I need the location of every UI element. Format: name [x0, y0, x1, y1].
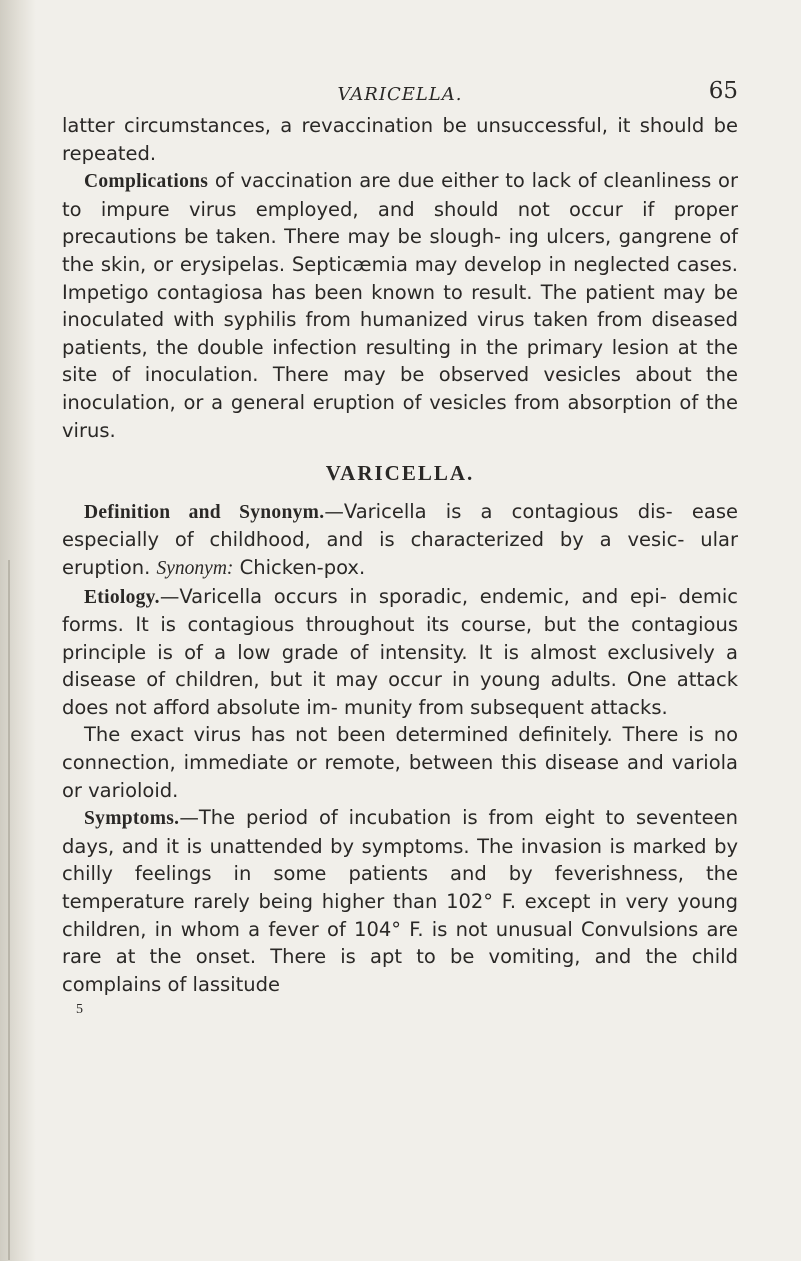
complications-heading: Complications — [84, 171, 209, 193]
body-text — [62, 112, 738, 998]
signature-mark: 5 — [76, 1002, 83, 1018]
complications-text: of vaccination are due either to lack of cleanliness or to impure virus employed, and should not occur if proper precautions be taken. There may be slough- ing ulcers, gangrene of the skin, or erysipelas. Septicæmia may develop in neglected cases. Impetigo contagiosa has been known to result. The patient may be inoculated with syphilis from humanized virus taken from diseased patients, the double infection resulting in the primary lesion at the site of inoculation. There may be observed vesicles about the inoculation, or a general eruption of vesicles from absorption of the virus. — [62, 169, 738, 442]
symptoms-text: —The period of incubation is from eight to seventeen days, and it is unattended by symptoms. The invasion is marked by chilly feelings in some patients and by feverishness, the temperature rarely being higher than 102° F. except in very young children, in whom a fever of 104° F. is not unusual Convulsions are rare at the onset. There is apt to be vomiting, and the child complains of lassitude — [62, 806, 738, 996]
section-title: VARICELLA. — [325, 461, 475, 486]
synonym-label: Synonym: — [156, 557, 234, 579]
continuation-paragraph: latter circumstances, a revaccination be unsuccessful, it should be repeated. — [62, 114, 738, 165]
complications-paragraph — [62, 167, 738, 444]
etiology-paragraph — [62, 583, 738, 722]
definition-heading: Definition and Synonym. — [84, 501, 325, 523]
definition-paragraph — [62, 498, 738, 583]
book-page — [62, 72, 738, 1018]
symptoms-heading: Symptoms. — [84, 808, 180, 830]
etiology-heading: Etiology. — [84, 586, 160, 608]
binding-edge — [8, 560, 10, 1260]
definition-text: —Varicella is a contagious dis- ease especially of childhood, and is characterized by a vesic- ular eruption. — [62, 499, 738, 579]
page-number: 65 — [708, 78, 738, 104]
page-gutter-shadow — [0, 0, 36, 1261]
running-head: VARICELLA. — [337, 84, 463, 105]
etiology-text: —Varicella occurs in sporadic, endemic, and epi- demic forms. It is contagious throughout its course, but the contagious principle is of a low grade of intensity. It is almost exclusively a disease of children, but it may occur in young adults. One attack does not afford absolute im- munity from subsequent attacks. — [62, 584, 738, 719]
symptoms-paragraph — [62, 804, 738, 998]
page-header — [62, 72, 738, 112]
synonym-value: Chicken-pox. — [233, 555, 366, 579]
virus-paragraph: The exact virus has not been determined definitely. There is no connection, immediate or remote, between this disease and variola or varioloid. — [62, 723, 738, 802]
